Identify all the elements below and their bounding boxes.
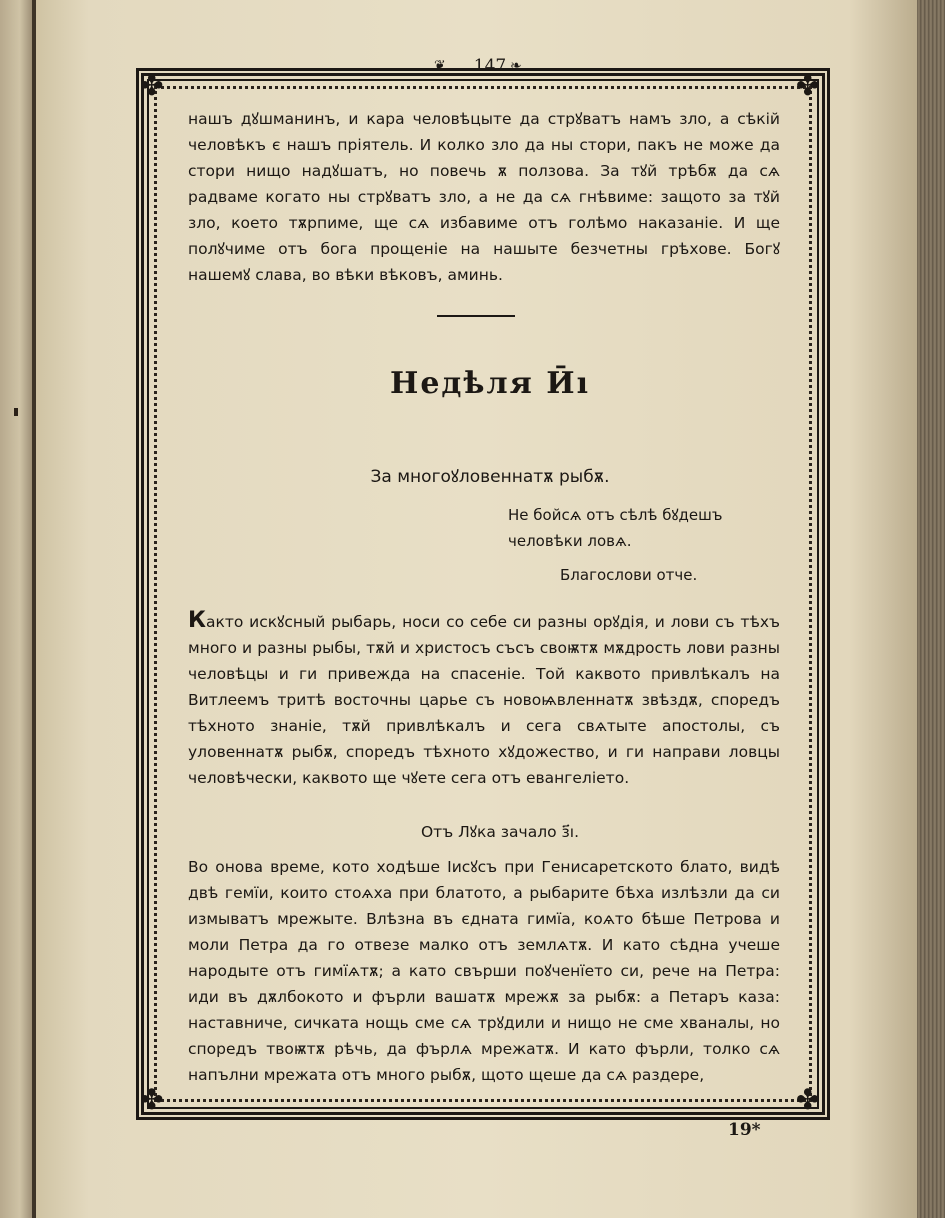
- homily-text: акто искꙋсный рыбарь, носи со себе си разны орꙋдія, и лови съ тѣхъ много и разны рыбы, тѫй и христосъ съсъ своѭтѫ мѫдрость лови разны человѣцы и ги привежда на спасеніе. Той каквото привлѣкалъ на Витлеемъ тритѣ восточны царье съ новоѩвленнатѫ звѣздѫ, споредъ тѣхното знаніе, тѫй привлѣкалъ и сега свѧтыте апостолы, съ уловеннатѫ рыбѫ, споредъ тѣхното хꙋдожество, и ги направи ловцы человѣчески, каквото ще чꙋете сега отъ евангеліето.: [188, 613, 780, 787]
- printer-signature: 19*: [728, 1120, 761, 1140]
- sermon-subtitle: За многоꙋловеннатѫ рыбѫ.: [370, 467, 610, 487]
- section-divider: [437, 315, 515, 317]
- gospel-reading-heading: Отъ Лꙋка зачало з҃ı.: [420, 823, 579, 841]
- corner-ornament-icon: ✤: [140, 69, 164, 102]
- leaf-ornament-left-icon: ❦: [434, 58, 446, 74]
- leaf-ornament-right-icon: ❧: [510, 58, 522, 74]
- sunday-title: Недѣля Ӣı: [389, 366, 591, 401]
- binding-mark: [14, 408, 18, 416]
- closing-paragraph: нашъ дꙋшманинъ, и кара человѣцыте да стрꙋватъ намъ зло, а сѣкій человѣкъ є нашъ пріятель. И колко зло да ны стори, пакъ не може да стори нищо надꙋшатъ, но повечь ѫ ползова. За тꙋй трѣбѫ да сѧ радваме когато ны стрꙋватъ зло, а не да сѧ гнѣвиме: защото за тꙋй зло, което тѫрпиме, ще сѧ избавиме отъ голѣмо наказаніе. И ще полꙋчиме отъ бога прощеніе на нашыте безчетны грѣхове. Богꙋ нашемꙋ слава, во вѣки вѣковъ, аминь.: [188, 110, 780, 284]
- epigraph: Не бойсѧ отъ сѣлѣ бꙋдешъ человѣки ловѧ.: [508, 506, 723, 550]
- homily-paragraph: [188, 608, 780, 791]
- corner-ornament-icon: ✤: [796, 1083, 820, 1116]
- corner-ornament-icon: ✤: [796, 69, 820, 102]
- gospel-reading-text: Во онова време, кото ходѣше Іисꙋсъ при Генисаретското блато, видѣ двѣ гемїи, които стоѧха при блатото, а рыбарите бѣха излѣзли да си измыватъ мрежыте. Влѣзна въ єдната гимїа, коѧто бѣше Петрова и моли Петра да го отвезе малко отъ землѧтѫ. И като сѣдна учеше народыте отъ гимїѧтѫ; а като свърши поꙋченїето си, рече на Петра: иди въ дѫлбокото и фърли вашатѫ мрежѫ за рыбѫ: а Петаръ каза: наставниче, сичката нощь сме сѧ трꙋдили и нищо не сме хваналы, но споредъ твоѭтѫ рѣчь, да фърлѧ мрежатѫ. И като фърли, толко сѧ напълни мрежата отъ много рыбѫ, щото щеше да сѧ раздере,: [188, 858, 780, 1084]
- page-stack-edge: [917, 0, 945, 1218]
- corner-ornament-icon: ✤: [140, 1083, 164, 1116]
- left-page-edge: [0, 0, 36, 1218]
- drop-cap: К: [188, 608, 206, 633]
- page-number: 147: [473, 56, 507, 76]
- blessing-line: Благослови отче.: [560, 566, 698, 584]
